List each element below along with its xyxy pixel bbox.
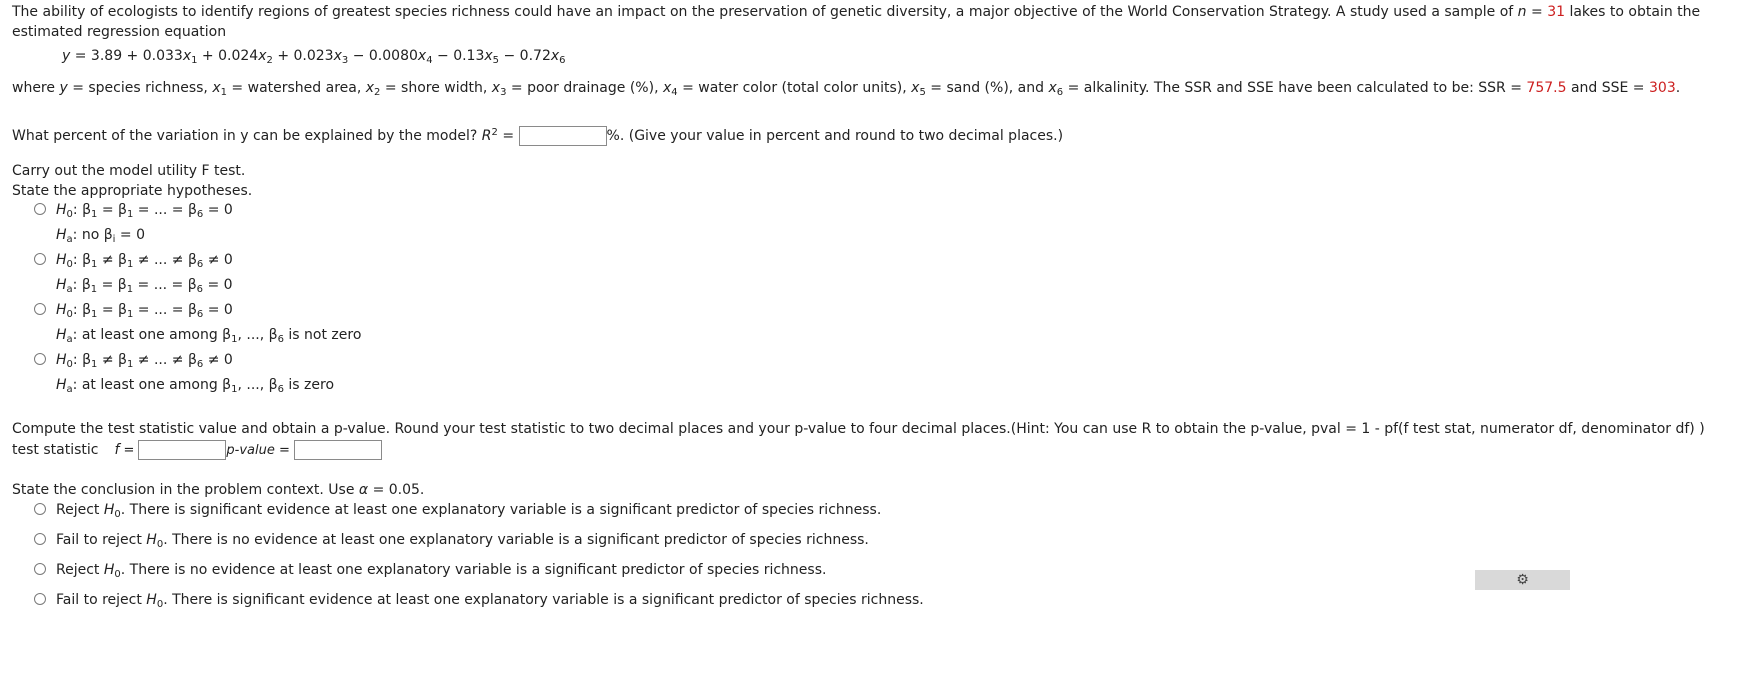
radio-button[interactable] bbox=[34, 503, 46, 515]
r-squared-input[interactable] bbox=[519, 126, 607, 146]
radio-button[interactable] bbox=[34, 593, 46, 605]
hypothesis-option-3[interactable]: $H_0$: $\beta_1 = \beta_1$ = ... = $\beta_6 = 0$ $H_a$: at least one among $\beta_1$, ..., $\beta_6$ is not zero bbox=[34, 300, 361, 350]
radio-button[interactable] bbox=[34, 353, 46, 365]
n-value: 31 bbox=[1547, 4, 1566, 20]
radio-button[interactable] bbox=[34, 533, 46, 545]
ssr-value: 757.5 bbox=[1526, 80, 1567, 96]
sse-value: 303 bbox=[1649, 80, 1676, 96]
radio-button[interactable] bbox=[34, 303, 46, 315]
intro-paragraph: The ability of ecologists to identify regions of greatest species richness could have an impact on the preservation of genetic diversity, a major objective of the World Conservation Strategy. A study used a sample of n = 31 lakes to obtain the estimated regression equation bbox=[12, 4, 1701, 40]
conclusion-option-3[interactable]: Reject $H_0$. There is no evidence at least one explanatory variable is a significant predictor of species richness. bbox=[34, 560, 826, 585]
r-squared-question: What percent of the variation in y can be explained by the model? $R^2$ = %. (Give your value in percent and round to two decimal places.) bbox=[12, 127, 1064, 144]
p-value-input[interactable] bbox=[294, 440, 382, 460]
f-statistic-input[interactable] bbox=[138, 440, 226, 460]
hypothesis-option-2[interactable]: $H_0$: $\beta_1 \ne \beta_1$ ≠ ... ≠ $\beta_6 \ne 0$ $H_a$: $\beta_1 = \beta_1$ = ... = $\beta_6 = 0$ bbox=[34, 250, 233, 300]
radio-button[interactable] bbox=[34, 563, 46, 575]
compute-instructions: Compute the test statistic value and obtain a p-value. Round your test statistic to two decimal places and your p-value to four decimal places.(Hint: You can use R to obtain the p-value, pval = 1 - pf(f test stat, numerator df, denominator df) ) bbox=[12, 421, 1705, 437]
radio-button[interactable] bbox=[34, 203, 46, 215]
hypothesis-option-1[interactable]: $H_0$: $\beta_1 = \beta_1$ = ... = $\beta_6 = 0$ $H_a$: no $\beta_i = 0$ bbox=[34, 200, 233, 250]
conclusion-option-2[interactable]: Fail to reject $H_0$. There is no evidence at least one explanatory variable is a significant predictor of species richness. bbox=[34, 530, 869, 555]
puzzle-icon[interactable]: ⚙ bbox=[1475, 570, 1570, 590]
hypothesis-option-4[interactable]: $H_0$: $\beta_1 \ne \beta_1$ ≠ ... ≠ $\beta_6 \ne 0$ $H_a$: at least one among $\beta_1$, ..., $\beta_6$ is zero bbox=[34, 350, 334, 400]
conclusion-option-1[interactable]: Reject $H_0$. There is significant evidence at least one explanatory variable is a significant predictor of species richness. bbox=[34, 500, 881, 525]
ftest-instructions: Carry out the model utility F test. State the appropriate hypotheses. bbox=[12, 163, 253, 199]
conclusion-option-4[interactable]: Fail to reject $H_0$. There is significant evidence at least one explanatory variable is a significant predictor of species richness. bbox=[34, 590, 924, 615]
conclusion-question: State the conclusion in the problem context. Use α = 0.05. bbox=[12, 482, 425, 498]
regression-equation: $y = 3.89 + 0.033x_1 + 0.024x_2 + 0.023x_3 - 0.0080x_4 - 0.13x_5 - 0.72x_6$ bbox=[62, 48, 566, 66]
test-statistic-row: test statistic f = p-value = bbox=[12, 440, 382, 461]
variable-definitions: where y = species richness, $x_1$ = watershed area, $x_2$ = shore width, $x_3$ = poor drainage (%), $x_4$ = water color (total color units), $x_5$ = sand (%), and $x_6$ = alkalinity. The SSR and SSE have been calculated to be: SSR = 757.5 and SSE = 303. bbox=[12, 80, 1681, 98]
radio-button[interactable] bbox=[34, 253, 46, 265]
